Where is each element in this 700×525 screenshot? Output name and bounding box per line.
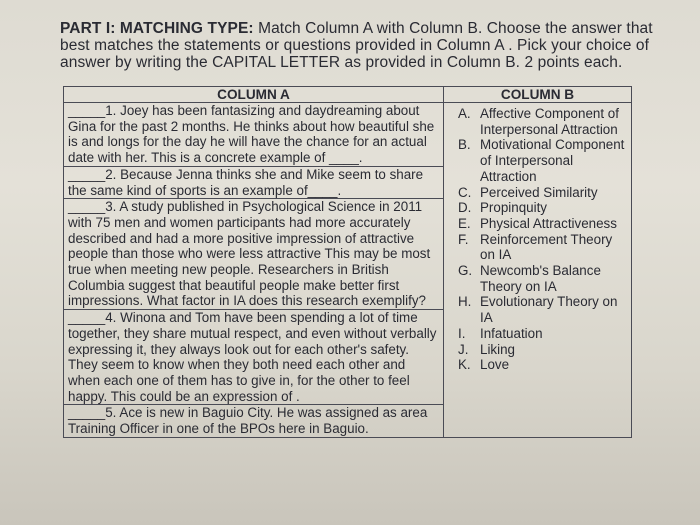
option-d (458, 200, 631, 216)
matching-table (63, 86, 632, 438)
option-letter: G. (458, 263, 473, 279)
option-letter: I. (458, 325, 466, 341)
option-letter: F. (458, 231, 469, 247)
option-text: Evolutionary Theory on IA (480, 294, 618, 326)
question-5: _____5. Ace is new in Baguio City. He was assigned as area Training Officer in one of the BPOs here in Baguio. (64, 405, 444, 437)
column-b-options (444, 103, 632, 438)
option-text: Infatuation (480, 325, 543, 341)
option-letter: B. (458, 137, 471, 153)
option-g (458, 263, 631, 294)
option-i (458, 326, 631, 342)
option-a (458, 106, 631, 137)
option-letter: D. (458, 200, 472, 216)
option-text: Reinforcement Theory on IA (480, 231, 613, 263)
option-letter: K. (458, 357, 471, 373)
option-text: Liking (480, 341, 515, 357)
option-text: Propinquity (480, 200, 547, 216)
part-heading: PART I: MATCHING TYPE: (60, 20, 254, 37)
option-text: Love (480, 357, 510, 373)
option-letter: C. (458, 184, 472, 200)
option-j (458, 342, 631, 358)
option-e (458, 216, 631, 232)
instructions-text: Match Column A with Column B. Choose the answer that best matches the statements or questions provided in Column A . Pick your choice of answer by writing the CAPITAL LETTER as provided in Column B. 2 points each. (60, 20, 653, 71)
option-f (458, 232, 631, 263)
option-text: Physical Attractiveness (480, 215, 617, 231)
option-h (458, 294, 631, 325)
instructions (60, 20, 660, 71)
option-letter: A. (458, 106, 471, 121)
option-text: Newcomb's Balance Theory on IA (480, 263, 601, 294)
option-letter: H. (458, 294, 472, 310)
option-k (458, 357, 631, 373)
column-b-header: COLUMN B (444, 87, 632, 103)
option-letter: J. (458, 341, 469, 357)
column-a-header: COLUMN A (64, 87, 444, 103)
question-3: _____3. A study published in Psychological Science in 2011 with 75 men and women participants had more accurately described and had a more positive impression of attractive people than those who were less attractive This may be most true when meeting new people. Researchers in British Columbia suggest that beautiful people make better first impressions. What factor in IA does this research exemplify? (64, 199, 444, 310)
question-4: _____4. Winona and Tom have been spending a lot of time together, they share mutual respect, and even without verbally expressing it, they always look out for each other's safety. They seem to know when they both need each other and when each one of them has to give in, for the other to feel happy. This could be an expression of . (64, 310, 444, 405)
option-text: Motivational Component of Interpersonal Attraction (480, 137, 625, 184)
option-letter: E. (458, 215, 471, 231)
question-1: _____1. Joey has been fantasizing and daydreaming about Gina for the past 2 months. He thinks about how beautiful she is and longs for the day he will have the chance for an actual date with her. This is a concrete example of ____. (64, 103, 444, 167)
question-2: _____2. Because Jenna thinks she and Mike seem to share the same kind of sports is an example of____. (64, 166, 444, 198)
option-text: Affective Component of Interpersonal Attraction (480, 106, 619, 137)
option-c (458, 185, 631, 201)
option-b (458, 137, 631, 184)
option-text: Perceived Similarity (480, 184, 598, 200)
